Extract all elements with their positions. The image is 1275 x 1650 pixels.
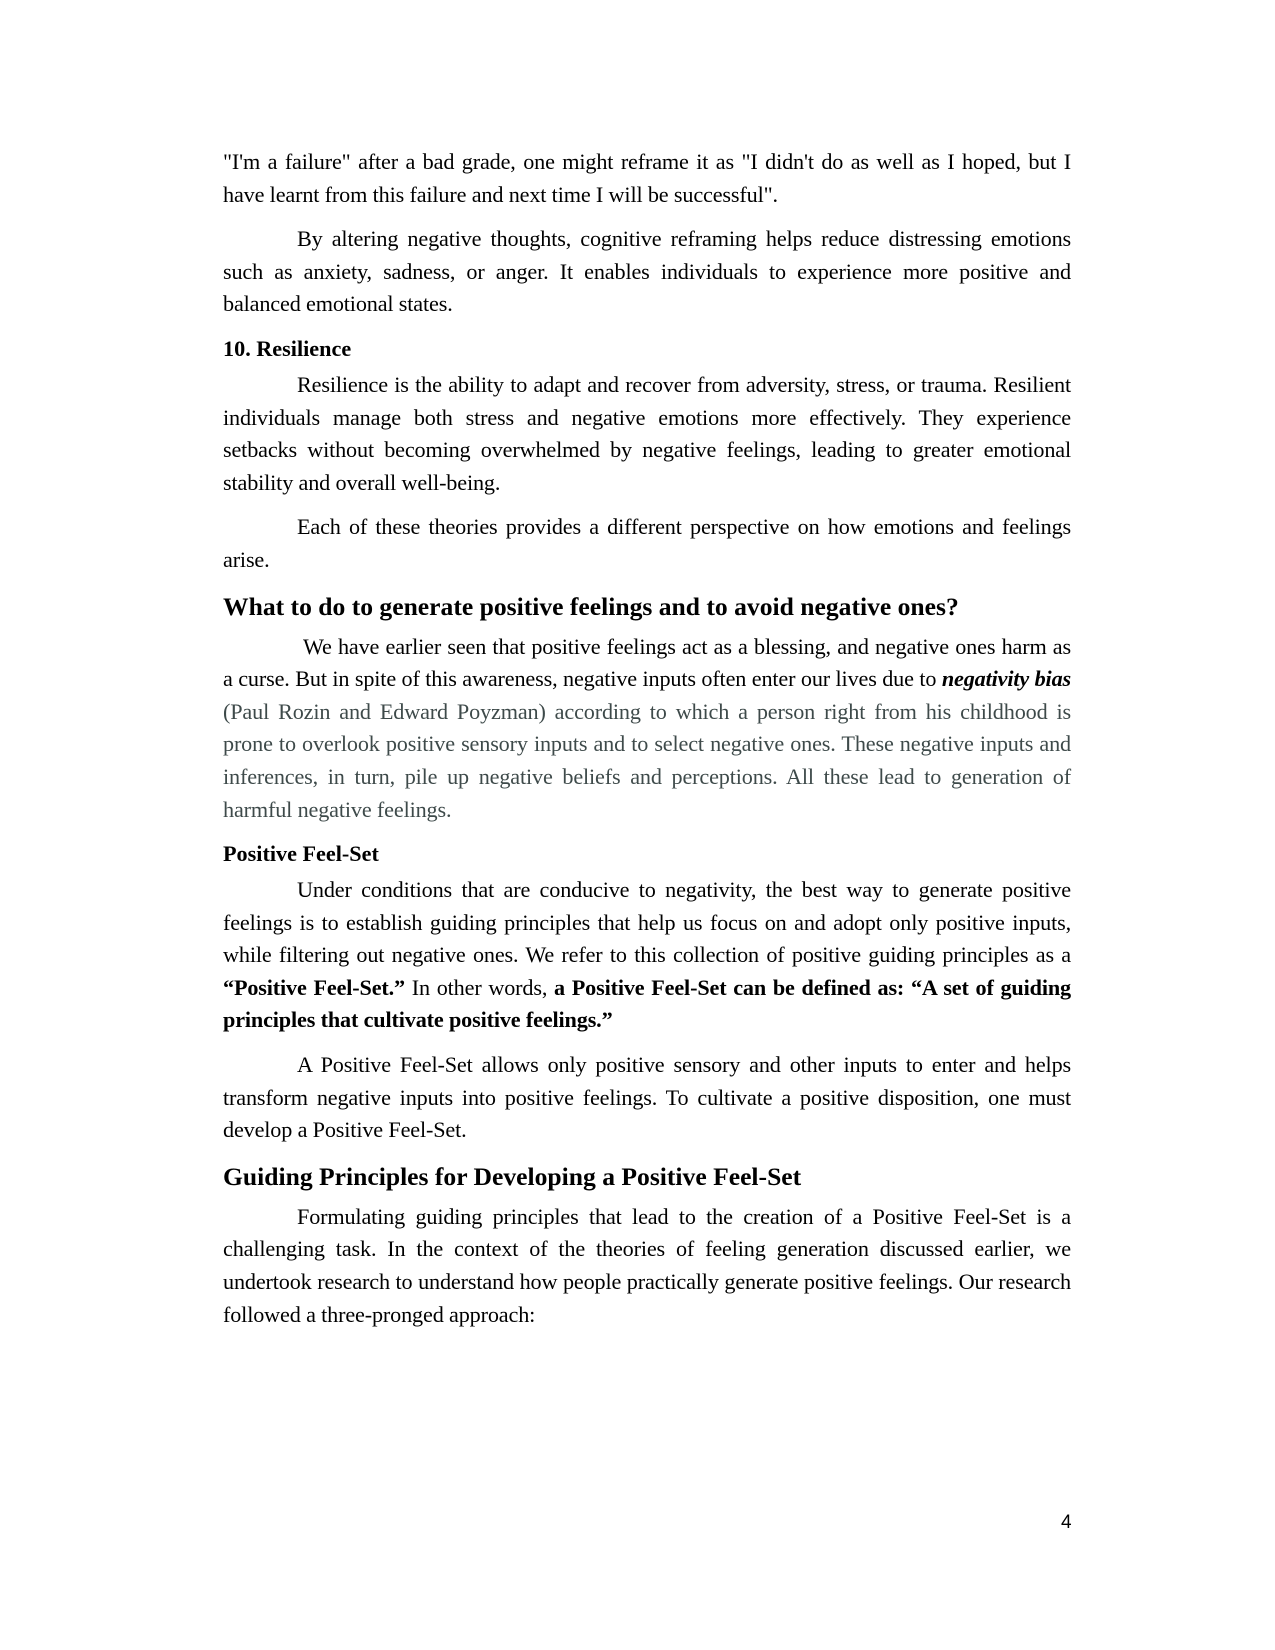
heading-guiding-principles: Guiding Principles for Developing a Positive Feel-Set xyxy=(223,1161,802,1191)
paragraph-cognitive-reframing: By altering negative thoughts, cognitive reframing helps reduce distressing emotions such as anxiety, sadness, or anger. It enables individuals to experience more positive and balanced emotional states. xyxy=(223,226,1071,317)
paragraph-negativity-bias xyxy=(223,631,1071,827)
page-number: 4 xyxy=(1061,1512,1072,1533)
paragraph-theories-summary: Each of these theories provides a different perspective on how emotions and feelings arise. xyxy=(223,514,1071,572)
document-page xyxy=(223,146,1071,1331)
paragraph-feel-set-function: A Positive Feel-Set allows only positive sensory and other inputs to enter and helps transform negative inputs into positive feelings. To cultivate a positive disposition, one must develop a Positive Feel-Set. xyxy=(223,1052,1071,1143)
negativity-bias-term: negativity bias xyxy=(941,666,1071,692)
paragraph-resilience: Resilience is the ability to adapt and recover from adversity, stress, or trauma. Resilient individuals manage both stress and negative emotions more effectively. They experience setbacks without becoming overwhelmed by negative feelings, leading to greater emotional stability and overall well-being. xyxy=(223,371,1071,495)
feel-set-intro-text: Under conditions that are conducive to negativity, the best way to generate positive feelings is to establish guiding principles that help us focus on and adopt only positive inputs, while filtering out negative ones. We refer to this collection of positive guiding principles as a xyxy=(223,877,1071,968)
paragraph-feel-set-definition xyxy=(223,874,1071,1037)
heading-positive-feel-set: Positive Feel-Set xyxy=(223,841,379,867)
negativity-citation-text: (Paul Rozin and Edward Poyzman) according to which a person right from his childhood is prone to overlook positive sensory inputs and to select negative ones. These negative inputs and inferences, in turn, pile up negative beliefs and perceptions. All these lead to generation of harmful negative feelings. xyxy=(223,698,1071,822)
paragraph-reframe-example: "I'm a failure" after a bad grade, one might reframe it as "I didn't do as well as I hoped, but I have learnt from this failure and next time I will be successful". xyxy=(223,149,1071,207)
feel-set-connector-text: In other words, xyxy=(404,974,555,1000)
heading-what-to-do: What to do to generate positive feelings and to avoid negative ones? xyxy=(223,591,959,621)
negativity-intro-text: We have earlier seen that positive feelings act as a blessing, and negative ones harm as a curse. But in spite of this awareness, negative inputs often enter our lives due to xyxy=(223,633,1071,692)
heading-resilience: 10. Resilience xyxy=(223,335,352,361)
feel-set-definition-text: a Positive Feel-Set can be defined as: “A set of guiding principles that cultivate positive feelings.” xyxy=(223,974,1071,1033)
paragraph-research-approach: Formulating guiding principles that lead to the creation of a Positive Feel-Set is a challenging task. In the context of the theories of feeling generation discussed earlier, we undertook research to understand how people practically generate positive feelings. Our research followed a three-pronged approach: xyxy=(223,1203,1071,1327)
feel-set-term: “Positive Feel-Set.” xyxy=(223,974,405,1000)
